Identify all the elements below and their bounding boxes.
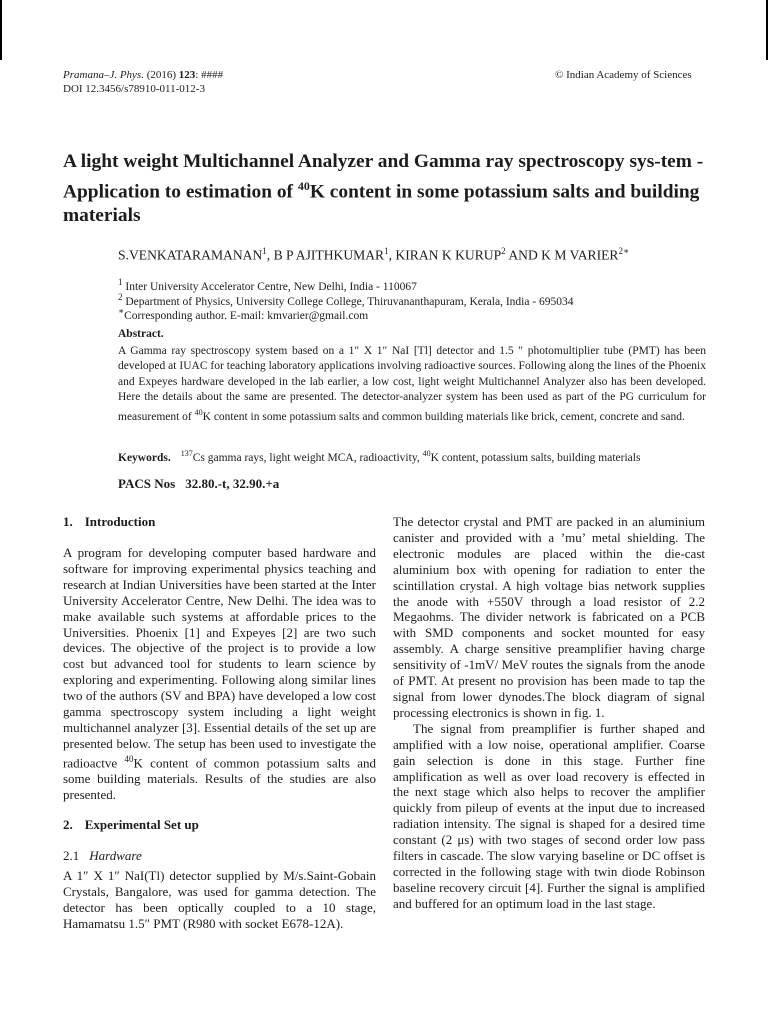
corresponding-author [118, 304, 718, 323]
author-4: AND K M VARIER [505, 247, 619, 263]
journal-volume: 123 [178, 69, 196, 81]
abstract-heading: Abstract. [118, 328, 164, 340]
affiliation-2-text: Department of Physics, University College College, Thiruvananthapuram, Kerala, India - 695034 [122, 295, 574, 308]
pacs-numbers [118, 476, 279, 492]
right-column-body [393, 514, 705, 912]
section-1-heading [63, 514, 167, 530]
subsection-2-1-paragraph: A 1″ X 1″ NaI(Tl) detector supplied by M/s.Saint-Gobain Crystals, Bangalore, was used for gamma detection. The detector has been optically coupled to a 10 stage, Hamamatsu 1.5″ PMT (R980 with socket E678-12A). [63, 868, 376, 931]
section-2-number: 2. [63, 817, 73, 832]
right-paragraph-2: The signal from preamplifier is further shaped and amplified with a low noise, operational amplifier. Coarse gain selection is done in this stage. Further fine amplification as well as over load recovery is effected in the next stage which also helps to recover the amplifier quickly from pileup of events at the input due to increased radiation intensity. The signal is shaped for a desired time constant (2 μs) with two stages of second order low pass filters in cascade. The slow varying baseline or DC offset is corrected in the following stage with twin diode Robinson baseline recovery circuit [4]. Further the signal is amplified and buffered for an optimum load in the last stage. [393, 720, 705, 911]
doi: DOI 12.3456/s78910-011-012-3 [63, 83, 205, 95]
section-1-body [63, 545, 376, 803]
keywords-text-1: Cs gamma rays, light weight MCA, radioactivity, [192, 451, 423, 464]
subsection-2-1-body [63, 868, 376, 932]
subsection-2-1-title: Hardware [89, 848, 142, 863]
section-1-paragraph [63, 545, 376, 803]
subsection-2-1-number: 2.1 [63, 848, 80, 863]
title-sup: 40 [297, 179, 310, 193]
abstract-sup: 40 [194, 408, 203, 418]
keywords-sup-1: 137 [180, 449, 193, 458]
section-1-title: Introduction [84, 514, 156, 529]
copyright: © Indian Academy of Sciences [555, 69, 692, 81]
abstract-text-2: K content in some potassium salts and common building materials like brick, cement, concrete and sand. [202, 411, 685, 424]
author-1: S.VENKATARAMANAN [118, 247, 263, 263]
section-1-number: 1. [63, 514, 73, 529]
author-1-sup: 1 [262, 246, 267, 256]
journal-citation [63, 68, 223, 82]
journal-name: Pramana–J. Phys. [63, 69, 144, 81]
crop-mark-left [0, 0, 2, 60]
subsection-2-1-heading [63, 848, 142, 864]
keywords-sup-2: 40 [422, 449, 431, 458]
corresponding-sup: ∗ [118, 306, 125, 316]
journal-year: (2016) [146, 69, 177, 81]
keywords-text-2: K content, potassium salts, building materials [430, 451, 641, 464]
affiliation-1-sup: 1 [118, 277, 123, 287]
section-1-text-1: A program for developing computer based hardware and software for improving experimental physics teaching and research at Indian Universities have been started at the Inter University Accelerator Centre, New Delhi. The idea was to make available such systems at affordable prices to the Universities. Phoenix [1] and Expeyes [2] are two such devices. The objective of the project is to provide a low cost but advanced tool for students to learn science by exploring and experimenting. Following along similar lines two of the authors (SV and BPA) have developed a low cost gamma spectroscopy system including a light weight multichannel analyzer [3]. Essential details of the set up are presented below. The setup has been used to investigate the radioactve [63, 545, 376, 771]
keywords-label: Keywords. [118, 451, 171, 464]
title-part1: A light weight Multichannel Analyzer and Gamma ray spectroscopy sys-tem - Application to estimation of [63, 151, 704, 203]
section-1-text-2: K content of common potassium salts and some building materials. Results of the studies are also presented. [63, 755, 376, 802]
section-2-title: Experimental Set up [84, 817, 199, 832]
author-3-sup: 2 [501, 246, 506, 256]
title-part2: K content in some potassium salts and building materials [63, 181, 700, 227]
author-3: , KIRAN K KURUP [388, 247, 502, 263]
affiliation-2-sup: 2 [118, 292, 123, 302]
journal-pages: : #### [195, 69, 224, 81]
right-paragraph-1: The detector crystal and PMT are packed in an aluminium canister and provided with a ’mu’ metal shielding. The electronic modules are placed within the die-cast aluminium box with opening for radiation to enter the scintillation crystal. A high voltage bias network supplies the anode with +550V through a load resistor of 2.2 Megaohms. The divider network is fabricated on a PCB with SMD components and socket mounted for easy assembly. A charge sensitive preamplifier having charge sensitivity of -1mV/ MeV routes the signals from the anode of PMT. At present no provision has been made to tap the signal from lower dynodes.The block diagram of signal processing electronics is shown in fig. 1. [393, 514, 705, 720]
pacs-value: 32.80.-t, 32.90.+a [185, 476, 280, 491]
pacs-label: PACS Nos [118, 476, 176, 491]
section-2-heading [63, 817, 211, 833]
author-list [118, 242, 718, 265]
keywords [118, 446, 718, 466]
author-2-sup: 1 [384, 246, 389, 256]
section-1-sup: 40 [124, 753, 134, 764]
corresponding-text: Corresponding author. E-mail: kmvarier@gmail.com [124, 309, 369, 322]
abstract-text-1: A Gamma ray spectroscopy system based on a 1″ X 1″ NaI [Tl] detector and 1.5 ″ photomultiplier tube (PMT) has been developed at IUAC for teaching laboratory applications involving radioactive sources. Following along the lines of the Phoenix and Expeyes hardware developed in the lab earlier, a low cost, light weight Multichannel Analyzer also has been developed. Here the details about the same are presented. The detector-analyzer system has been used as part of the PG curriculum for measurement of [118, 345, 706, 424]
abstract-text [118, 344, 706, 425]
author-4-sup: 2∗ [618, 246, 630, 256]
affiliation-1-text: Inter University Accelerator Centre, New Delhi, India - 110067 [122, 280, 417, 293]
author-2: , B P AJITHKUMAR [266, 247, 385, 263]
paper-title [63, 150, 713, 228]
